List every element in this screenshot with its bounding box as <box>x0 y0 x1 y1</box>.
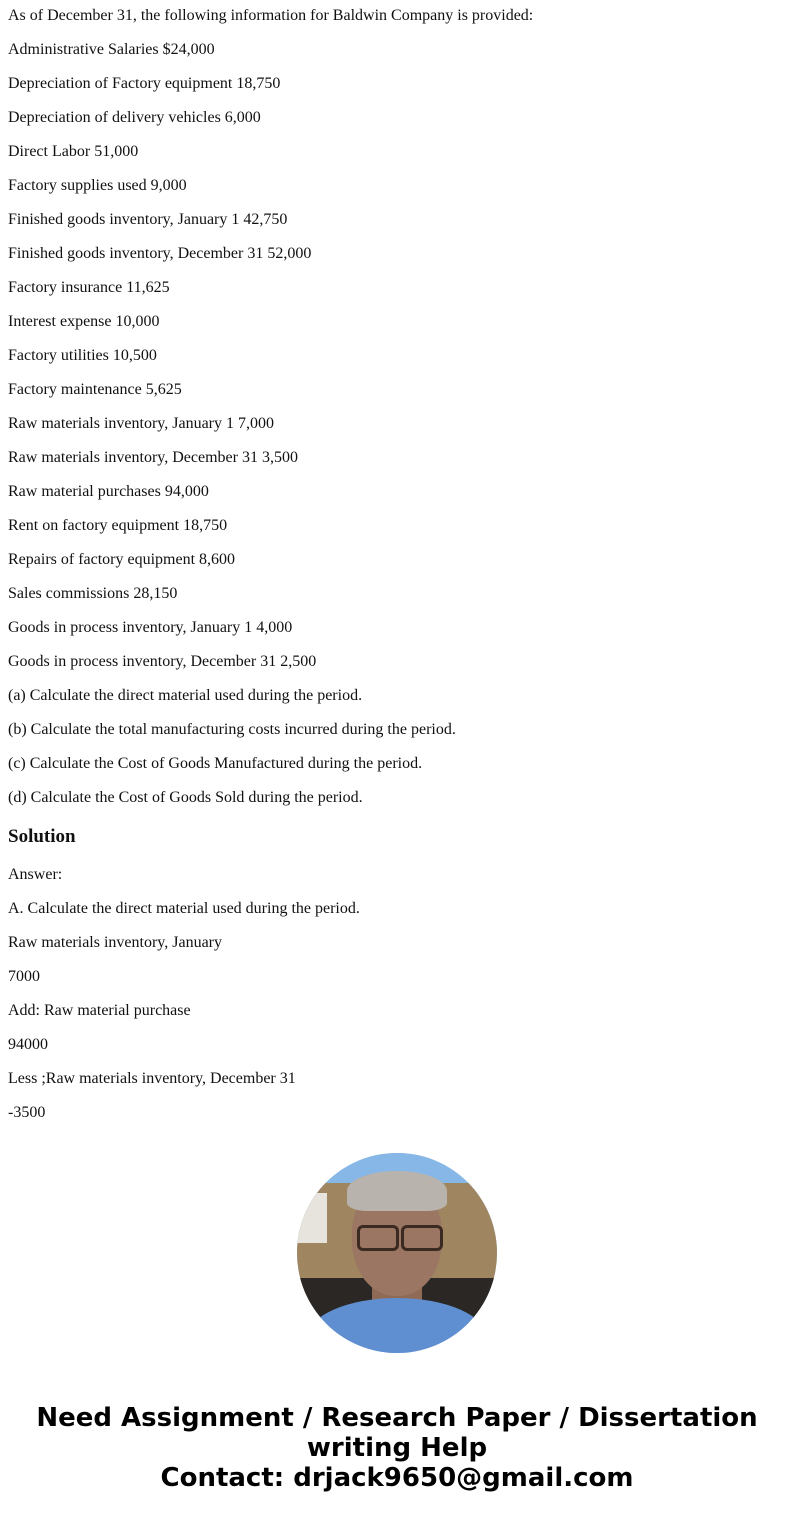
question-a: (a) Calculate the direct material used during the period. <box>8 687 363 704</box>
item-label: Raw material purchases <box>8 483 161 500</box>
item-value: 52,000 <box>267 245 312 262</box>
item-label: Direct Labor <box>8 143 91 160</box>
item-value: $24,000 <box>162 41 215 58</box>
item-value: 94,000 <box>164 483 209 500</box>
item-label: Sales commissions <box>8 585 130 602</box>
avatar-glasses-left <box>357 1225 399 1251</box>
item-value: 2,500 <box>280 653 317 670</box>
list-item <box>8 210 287 230</box>
solution-line: 7000 <box>8 968 40 985</box>
list-item <box>8 652 316 672</box>
list-item <box>8 618 292 638</box>
item-value: 8,600 <box>199 551 236 568</box>
question-b: (b) Calculate the total manufacturing costs incurred during the period. <box>8 721 456 738</box>
item-label: Administrative Salaries <box>8 41 159 58</box>
solution-line: Raw materials inventory, January <box>8 934 223 951</box>
item-value: 18,750 <box>183 517 228 534</box>
item-value: 51,000 <box>94 143 139 160</box>
list-item <box>8 244 311 264</box>
item-label: Raw materials inventory, December 31 <box>8 449 258 466</box>
promo-contact: Contact: drjack9650@gmail.com <box>160 1463 634 1493</box>
item-label: Rent on factory equipment <box>8 517 180 534</box>
item-label: Depreciation of delivery vehicles <box>8 109 221 126</box>
item-label: Interest expense <box>8 313 112 330</box>
item-label: Goods in process inventory, January 1 <box>8 619 253 636</box>
item-value: 3,500 <box>261 449 298 466</box>
avatar <box>297 1153 497 1353</box>
promo-line-2: writing Help <box>306 1433 488 1463</box>
item-value: 7,000 <box>238 415 275 432</box>
promo-line-1: Need Assignment / Research Paper / Dissertation <box>36 1403 758 1433</box>
solution-line: Answer: <box>8 866 63 883</box>
question-c: (c) Calculate the Cost of Goods Manufactured during the period. <box>8 755 423 772</box>
item-value: 5,625 <box>145 381 182 398</box>
list-item <box>8 414 274 434</box>
list-item <box>8 550 235 570</box>
intro-text: As of December 31, the following information for Baldwin Company is provided: <box>8 7 534 24</box>
item-label: Finished goods inventory, December 31 <box>8 245 264 262</box>
item-label: Finished goods inventory, January 1 <box>8 211 240 228</box>
list-item <box>8 448 298 468</box>
item-label: Depreciation of Factory equipment <box>8 75 233 92</box>
solution-line: Less ;Raw materials inventory, December 31 <box>8 1070 296 1087</box>
solution-line: -3500 <box>8 1104 46 1121</box>
solution-line: 94000 <box>8 1036 48 1053</box>
item-label: Factory maintenance <box>8 381 142 398</box>
item-value: 10,500 <box>112 347 157 364</box>
solution-heading: Solution <box>8 826 76 847</box>
avatar-glasses-right <box>401 1225 443 1251</box>
avatar-wall-panel <box>297 1193 327 1243</box>
solution-line: A. Calculate the direct material used during the period. <box>8 900 360 917</box>
item-value: 11,625 <box>126 279 170 296</box>
item-value: 42,750 <box>243 211 288 228</box>
item-value: 9,000 <box>150 177 187 194</box>
item-label: Factory insurance <box>8 279 123 296</box>
item-label: Factory supplies used <box>8 177 147 194</box>
avatar-hair <box>347 1171 447 1211</box>
item-label: Raw materials inventory, January 1 <box>8 415 235 432</box>
item-value: 6,000 <box>224 109 261 126</box>
item-value: 10,000 <box>115 313 160 330</box>
item-value: 18,750 <box>236 75 281 92</box>
list-item <box>8 346 157 366</box>
list-item <box>8 278 170 298</box>
item-label: Goods in process inventory, December 31 <box>8 653 277 670</box>
item-value: 28,150 <box>133 585 178 602</box>
list-item <box>8 312 160 332</box>
list-item <box>8 584 177 604</box>
item-value: 4,000 <box>256 619 293 636</box>
list-item <box>8 108 261 128</box>
solution-line: Add: Raw material purchase <box>8 1002 191 1019</box>
item-label: Repairs of factory equipment <box>8 551 196 568</box>
list-item <box>8 40 215 60</box>
list-item <box>8 380 182 400</box>
list-item <box>8 74 280 94</box>
list-item <box>8 482 209 502</box>
list-item <box>8 176 187 196</box>
list-item <box>8 516 227 536</box>
item-label: Factory utilities <box>8 347 109 364</box>
promo-banner <box>0 1403 794 1493</box>
question-d: (d) Calculate the Cost of Goods Sold during the period. <box>8 789 363 806</box>
list-item <box>8 142 138 162</box>
